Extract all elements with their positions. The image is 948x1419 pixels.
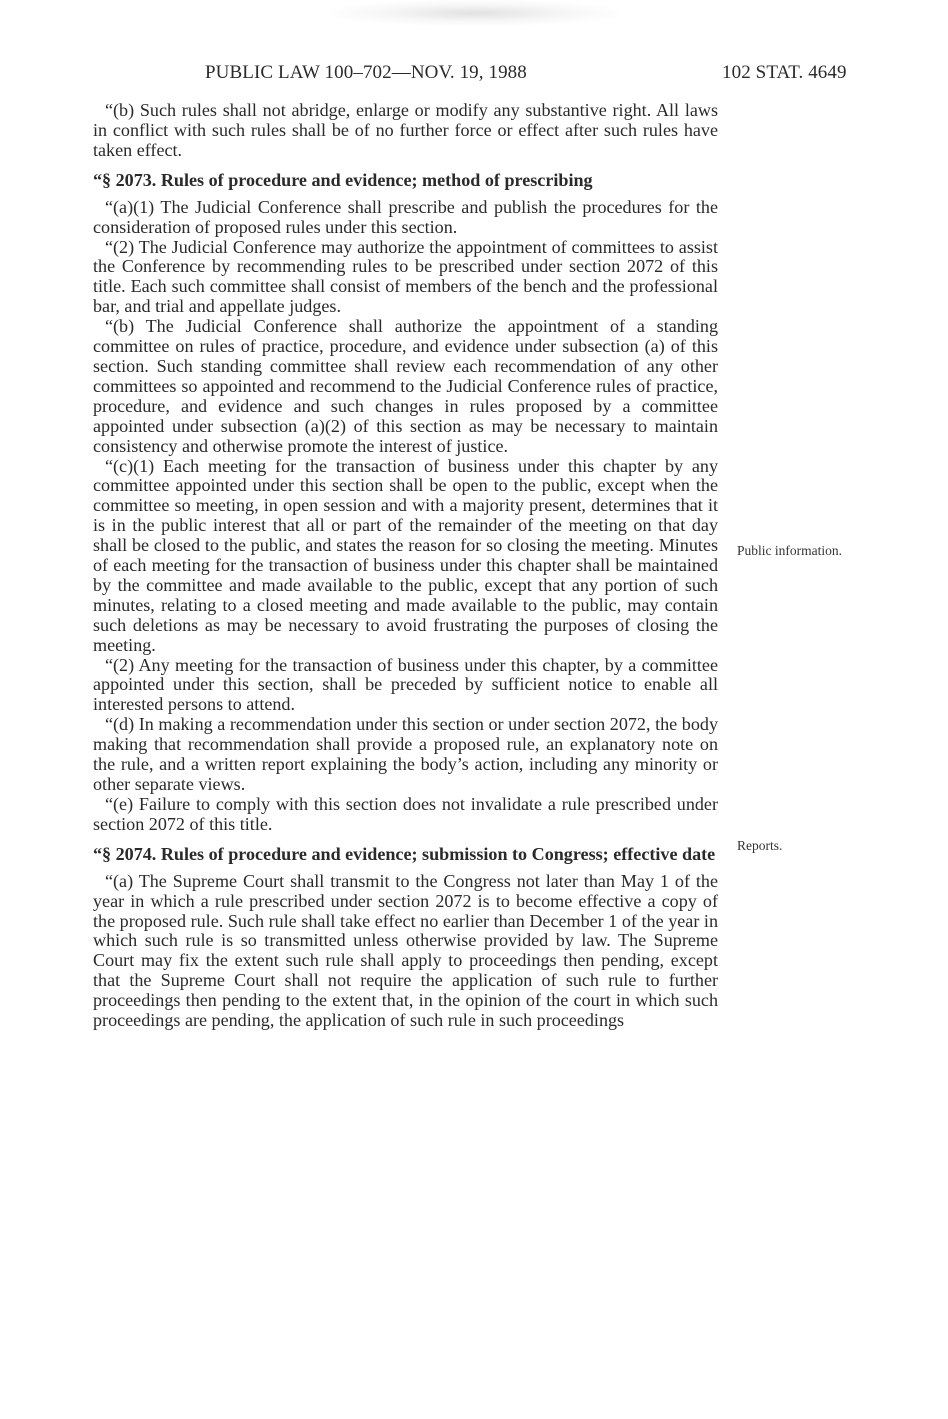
paragraph-2072-b: “(b) Such rules shall not abridge, enlarge or modify any substantive right. All laws in conflict with such rules shall be of no further force or effect after such rules have taken effect.	[93, 100, 718, 160]
paragraph-2073-b: “(b) The Judicial Conference shall authorize the appointment of a standing committee on rules of practice, procedure, and evidence under subsection (a) of this section. Such standing committee shall review each recommendation of any other committees so appointed and recommend to the Judicial Conference rules of practice, procedure, and evidence and such changes in rules proposed by a committee appointed under subsection (a)(2) of this section as may be necessary to maintain consistency and otherwise promote the interest of justice.	[93, 316, 718, 456]
public-law-citation: PUBLIC LAW 100–702—NOV. 19, 1988	[205, 62, 527, 83]
section-heading-2073: “§ 2073. Rules of procedure and evidence; method of prescribing	[93, 169, 593, 190]
statute-page-number: 102 STAT. 4649	[722, 62, 847, 83]
paragraph-2073-e: “(e) Failure to comply with this section does not invalidate a rule prescribed under section 2072 of this title.	[93, 793, 718, 834]
document-body	[93, 101, 718, 1031]
paragraph-2073-a1: “(a)(1) The Judicial Conference shall prescribe and publish the procedures for the consideration of proposed rules under this section.	[93, 196, 718, 237]
paragraph-2073-a2: “(2) The Judicial Conference may authorize the appointment of committees to assist the Conference by recommending rules to be prescribed under section 2072 of this title. Each such committee shall consist of members of the bench and the professional bar, and trial and appellate judges.	[93, 236, 718, 317]
paragraph-2073-c2: “(2) Any meeting for the transaction of business under this chapter, by a committee appointed under this section, shall be preceded by sufficient notice to enable all interested persons to attend.	[93, 654, 718, 715]
margin-note-reports: Reports.	[737, 838, 783, 853]
paragraph-2074-a: “(a) The Supreme Court shall transmit to the Congress not later than May 1 of the year in which a rule prescribed under section 2072 is to become effective a copy of the proposed rule. Such rule shall take effect no earlier than December 1 of the year in which such rule is so transmitted unless otherwise provided by law. The Supreme Court may fix the extent such rule shall apply to proceedings then pending, except that the Supreme Court shall not require the application of such rule to further proceedings then pending to the extent that, in the opinion of the court in which such proceedings are pending, the application of such rule in such proceedings	[93, 870, 718, 1031]
section-heading-2074: “§ 2074. Rules of procedure and evidence; submission to Congress; effective date	[93, 843, 716, 864]
paragraph-2073-c1: “(c)(1) Each meeting for the transaction of business under this chapter by any committee appointed under this section shall be open to the public, except when the committee so meeting, in open session and with a majority present, determines that it is in the public interest that all or part of the remainder of the meeting on that day shall be closed to the public, and states the reason for so closing the meeting. Minutes of each meeting for the transaction of business under this chapter shall be maintained by the committee and made available to the public, except that any portion of such minutes, relating to a closed meeting and made available to the public, may contain such deletions as may be necessary to avoid frustrating the purposes of closing the meeting.	[93, 455, 718, 655]
margin-note-public-information: Public information.	[737, 543, 842, 558]
paragraph-2073-d: “(d) In making a recommendation under this section or under section 2072, the body making that recommendation shall provide a proposed rule, an explanatory note on the rule, and a written report explaining the body’s action, including any minority or other separate views.	[93, 714, 718, 794]
scan-smudge	[330, 0, 620, 26]
page-header	[0, 62, 948, 86]
